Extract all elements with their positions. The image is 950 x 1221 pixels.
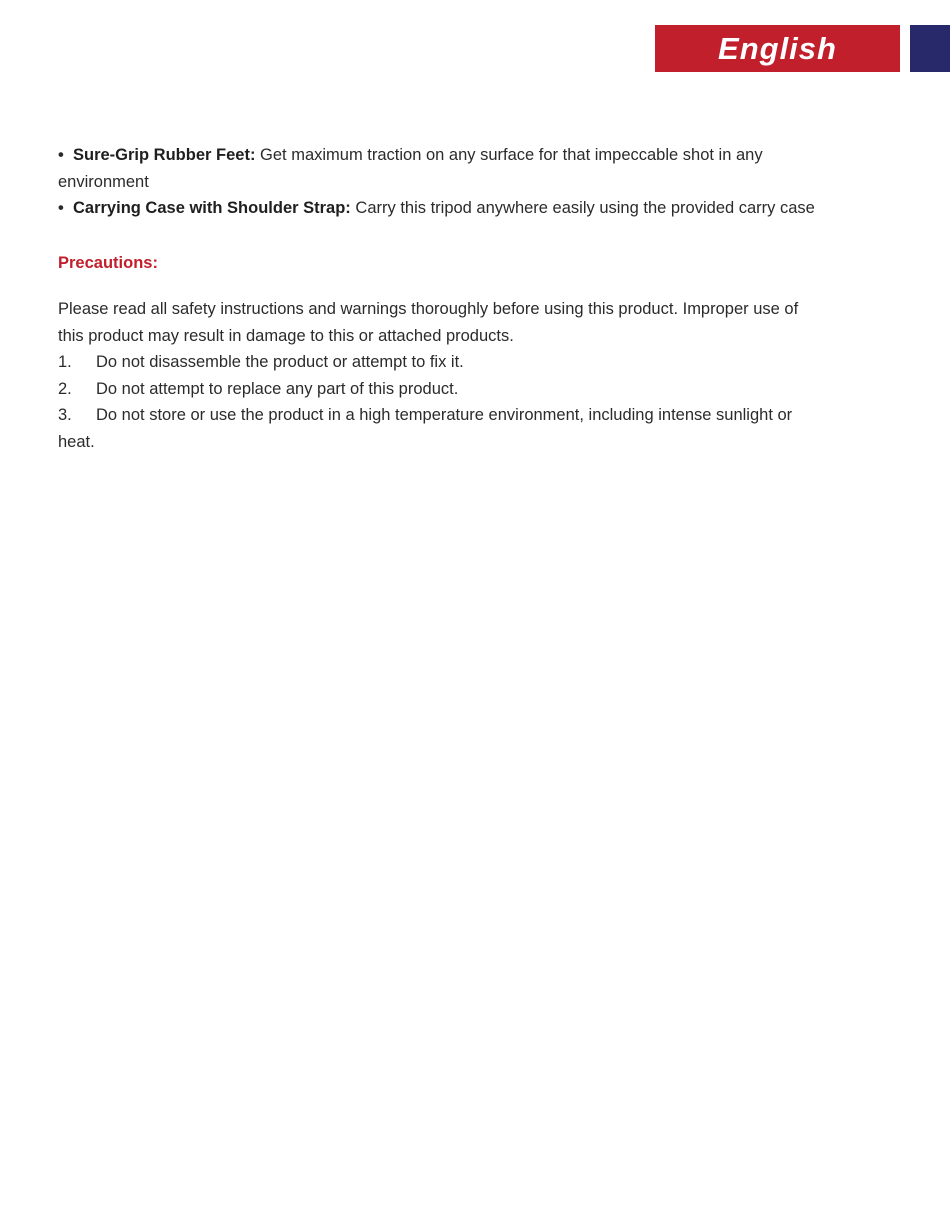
precaution-text: Do not store or use the product in a high temperature environment, including intense sunlight or heat. [58, 406, 793, 451]
precautions-intro: Please read all safety instructions and warnings thoroughly before using this product. Improper use of this product may result in damage to this or attached products. [58, 300, 799, 345]
precaution-item [58, 402, 828, 455]
precaution-item [58, 349, 828, 376]
precaution-number: 3. [58, 406, 72, 424]
page-content [58, 142, 828, 455]
feature-item [58, 195, 828, 222]
precaution-text: Do not attempt to replace any part of this product. [96, 379, 459, 398]
precaution-number: 2. [58, 379, 72, 398]
bullet: • [58, 199, 64, 217]
feature-title: Carrying Case with Shoulder Strap: [73, 199, 351, 217]
precaution-number: 1. [58, 353, 72, 371]
precautions-heading: Precautions: [58, 253, 158, 272]
feature-title: Sure-Grip Rubber Feet: [73, 146, 256, 164]
feature-item [58, 142, 828, 195]
precaution-item [58, 376, 828, 403]
language-banner [655, 25, 900, 72]
feature-text: Get maximum traction on any surface for that impeccable shot in any environment [58, 146, 763, 191]
bullet: • [58, 146, 64, 164]
feature-text: Carry this tripod anywhere easily using the provided carry case [350, 199, 815, 217]
edge-tab [910, 25, 950, 72]
language-label: English [718, 30, 837, 66]
precaution-text: Do not disassemble the product or attempt to fix it. [96, 353, 464, 371]
